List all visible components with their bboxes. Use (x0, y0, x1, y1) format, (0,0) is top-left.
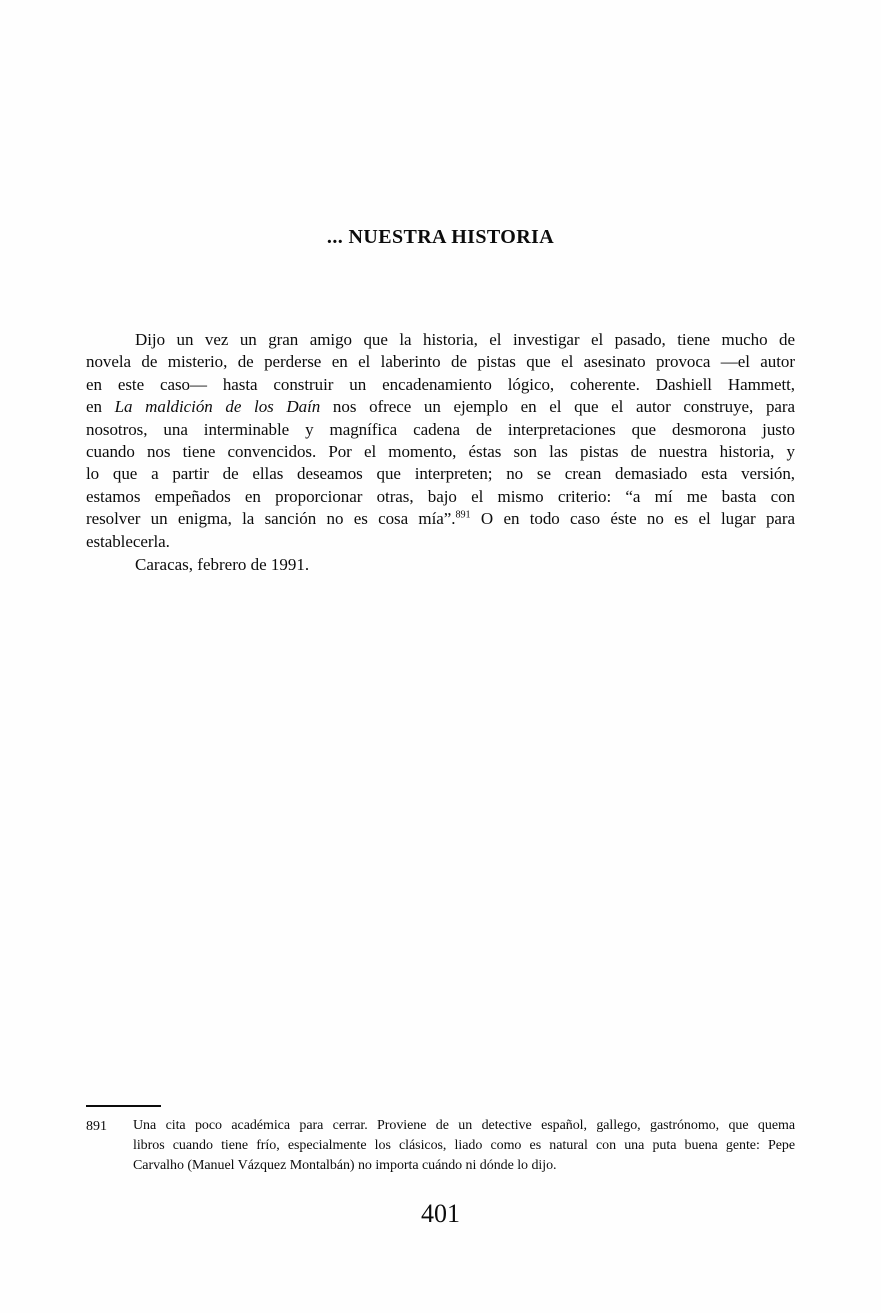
chapter-title: ... NUESTRA HISTORIA (326, 226, 555, 248)
text-line: Dijo un vez un gran amigo que la historia, el investigar el pasado, tiene mucho de (135, 330, 795, 349)
text-line: cuando nos tiene convencidos. Por el momento, éstas son las pistas de nuestra historia, y (86, 441, 795, 461)
text-line: libros cuando tiene frío, especialmente los clásicos, liado como es natural con una puta buena gente: Pepe (133, 1138, 795, 1153)
text-line: resolver un enigma, la sanción no es cosa mía”.$^{891}$ O en todo caso éste no es el lugar para (86, 509, 796, 529)
text-line: en este caso— hasta construir un encadenamiento lógico, coherente. Dashiell Hammett, (86, 374, 795, 394)
text-line: estamos empeñados en proporcionar otras, bajo el mismo criterio: “a mí me basta con (86, 486, 795, 506)
footnote-number: 891 (86, 1119, 107, 1134)
text-line: lo que a partir de ellas deseamos que interpreten; no se crean demasiado esta versión, (86, 464, 795, 484)
text-line: Una cita poco académica para cerrar. Proviene de un detective español, gallego, gastrónomo, que quema (133, 1118, 795, 1133)
dateline: Caracas, febrero de 1991. (135, 555, 310, 574)
footnote-text (133, 1116, 795, 1176)
text-line: Carvalho (Manuel Vázquez Montalbán) no importa cuándo ni dónde lo dijo. (133, 1158, 557, 1173)
text-line: novela de misterio, de perderse en el laberinto de pistas que el asesinato provoca —el autor (86, 352, 795, 372)
text-line: establecerla. (86, 531, 170, 551)
page-number: 401 (421, 1199, 460, 1228)
footnote-separator-rule (86, 1105, 161, 1107)
body-paragraph (86, 329, 795, 553)
text-line: nosotros, una interminable y magnífica cadena de interpretaciones que desmorona justo (86, 419, 795, 439)
text-line: en La maldición de los Daín nos ofrece un ejemplo en el que el autor construye, para (86, 397, 795, 417)
